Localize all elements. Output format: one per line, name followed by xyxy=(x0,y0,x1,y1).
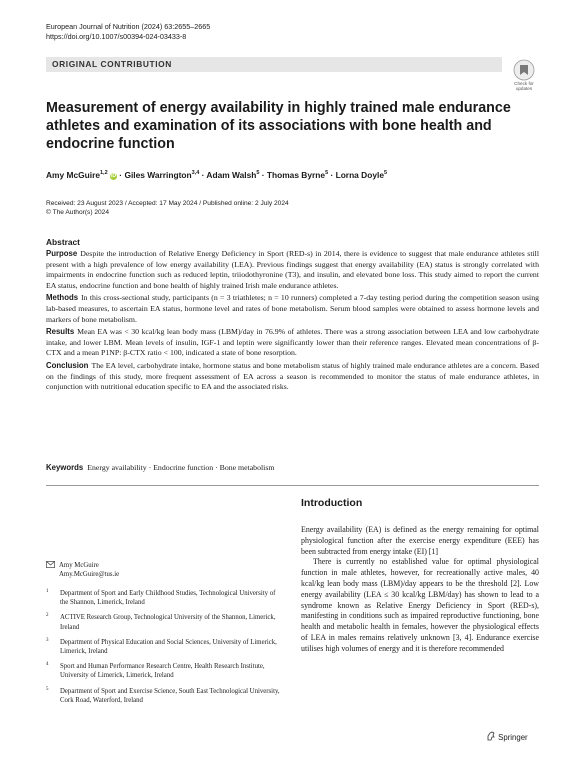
check-for-updates-badge[interactable] xyxy=(509,59,539,93)
affiliation-number: 5 xyxy=(46,686,49,692)
affiliation-number: 1 xyxy=(46,589,49,594)
copyright: © The Author(s) 2024 xyxy=(46,209,110,216)
affiliation-text: Sport and Human Performance Research Centre, Health Research Institute, University of Limerick, Limerick, Ireland xyxy=(60,663,265,680)
abstract-results xyxy=(46,327,539,359)
author-name[interactable]: Thomas Byrne xyxy=(266,170,326,180)
abstract-section-text: In this cross-sectional study, participants (n = 3 triathletes; n = 10 runners) completed a 7-day testing period during the competition season using lab-based measures, to ascertain EA status, hormone level and rates of bone metabolism. Serum blood samples were obtained to assess hormone levels and markers of bone metabolism. xyxy=(46,293,539,324)
abstract-section-heading: Purpose xyxy=(46,249,78,258)
abstract-section-text: The EA level, carbohydrate intake, hormone status and bone metabolism status of highly trained male endurance athletes are a concern. Based on the findings of this study, more frequent assessment of EA across a season is recommended to monitor the status of male endurance athletes, in conjunction with nutritional education specific to EA and the associated risks. xyxy=(46,360,539,392)
author-affiliation-ref: 1,2 xyxy=(100,170,108,177)
springer-horse-icon xyxy=(486,731,496,741)
affiliation-item xyxy=(46,638,281,656)
abstract xyxy=(46,237,539,395)
abstract-conclusion xyxy=(46,361,539,393)
introduction-paragraph: There is currently no established value for optimal physiological function in male athletes, however, for recreationally active males, 40 kcal/kg lean body mass (LBM)/day appears to be the threshold [2]. Low energy availability (LEA ≤ 30 kcal/kg LBM/day) has shown to lead to a syndrome known as Relative Energy Deficiency in Sport (RED-s), manifesting in conditions such as impaired reproductive functioning, bone health and metabolic health in females, however the physiological effects of LEA in males remains relatively unknown [3, 4]. Endurance exercise utilises high volumes of energy and it is therefore recommended xyxy=(301,557,539,653)
author-affiliation-ref: 5 xyxy=(325,170,329,177)
contact-email[interactable]: Amy.McGuire@tus.ie xyxy=(59,571,120,578)
introduction-heading: Introduction xyxy=(301,497,363,509)
affiliation-item xyxy=(46,687,281,705)
affiliation-number: 4 xyxy=(46,662,49,668)
publisher-name: Springer xyxy=(498,733,528,742)
introduction-section xyxy=(301,497,539,655)
affiliation-text: Department of Sport and Early Childhood Studies, Technological University of the Shannon, Limerick, Ireland xyxy=(60,590,276,607)
affiliation-number: 2 xyxy=(46,613,49,619)
abstract-section-heading: Conclusion xyxy=(46,360,89,370)
affiliation-item xyxy=(46,589,281,607)
affiliation-item xyxy=(46,613,281,631)
journal-header xyxy=(46,22,210,42)
author-name[interactable]: Amy McGuire xyxy=(46,170,100,180)
keywords xyxy=(46,463,274,472)
affiliation-item xyxy=(46,662,281,680)
affiliation-text: Department of Sport and Exercise Science, South East Technological University, Cork Road, Waterford, Ireland xyxy=(60,687,280,704)
check-updates-line1: Check for xyxy=(514,81,534,86)
author-affiliation-ref: 3,4 xyxy=(191,170,200,177)
envelope-icon xyxy=(46,561,55,568)
author-name[interactable]: Giles Warrington xyxy=(124,170,192,180)
affiliation-number: 3 xyxy=(46,637,49,643)
affiliation-text: ACTIVE Research Group, Technological University of the Shannon, Limerick, Ireland xyxy=(60,614,276,631)
abstract-heading: Abstract xyxy=(46,237,80,247)
article-category-bar xyxy=(46,57,502,72)
abstract-methods xyxy=(46,293,539,325)
abstract-purpose xyxy=(46,249,539,291)
keywords-heading: Keywords xyxy=(46,463,84,472)
check-updates-icon xyxy=(513,59,535,81)
article-category: ORIGINAL CONTRIBUTION xyxy=(52,59,172,69)
journal-citation: European Journal of Nutrition (2024) 63:2655–2665 xyxy=(46,22,211,31)
section-divider xyxy=(46,485,539,486)
keywords-list: Energy availability · Endocrine function · Bone metabolism xyxy=(87,463,275,472)
abstract-section-text: Despite the introduction of Relative Energy Deficiency in Sport (RED-s) in 2014, there is evidence to suggest that male endurance athletes still present with a high prevalence of low energy availability (LEA). Previous findings suggest that energy availability (EA) status is strongly correlated with impairments in endocrine function such as reduced leptin, triiodothyronine (T3), and insulin, and elevated bone loss. This study aimed to report the current EA status, endocrine function and bone health of highly trained Irish male endurance athletes. xyxy=(46,249,539,290)
abstract-section-heading: Methods xyxy=(46,293,79,303)
doi-link[interactable]: https://doi.org/10.1007/s00394-024-03433-8 xyxy=(46,32,187,41)
affiliations xyxy=(46,589,281,711)
publisher-logo xyxy=(486,731,528,742)
orcid-icon[interactable]: iD xyxy=(110,173,116,179)
abstract-section-heading: Results xyxy=(46,327,75,337)
affiliation-text: Department of Physical Education and Social Sciences, University of Limerick, Limerick, Ireland xyxy=(60,638,277,656)
abstract-section-text: Mean EA was < 30 kcal/kg lean body mass (LBM)/day in 76.9% of athletes. There was a strong association between LEA and low carbohydrate intake, and lower LBM. Mean levels of insulin, IGF-1 and leptin were significantly lower than their reference ranges. Elevated mean concentrations of β-CTX and a mean P1NP: β-CTX ratio < 100, indicated a state of bone resorption. xyxy=(46,327,539,358)
author-affiliation-ref: 5 xyxy=(383,170,388,177)
introduction-paragraph: Energy availability (EA) is defined as the energy remaining for optimal physiological function after the exercise energy expenditure (EEE) has been subtracted from energy intake (EI) [1] xyxy=(301,525,539,556)
author-list: Amy McGuire$^{1,2}$ iD · Giles Warrington$^{3,4}$ · Adam Walsh$^5$ · Thomas Byrne$^5$ · Lorna Doyle$^5$ xyxy=(46,170,388,180)
article-title: Measurement of energy availability in highly trained male endurance athletes and examination of its associations with bone health and endocrine function xyxy=(46,100,511,152)
author-affiliation-ref: 5 xyxy=(256,170,260,177)
corresponding-author xyxy=(46,561,281,579)
contact-name: Amy McGuire xyxy=(59,562,99,569)
author-name[interactable]: Lorna Doyle xyxy=(335,170,384,180)
check-updates-line2: updates xyxy=(515,86,533,91)
author-name[interactable]: Adam Walsh xyxy=(206,170,257,180)
publication-dates xyxy=(46,199,289,217)
history-dates: Received: 23 August 2023 / Accepted: 17 May 2024 / Published online: 2 July 2024 xyxy=(46,200,289,207)
